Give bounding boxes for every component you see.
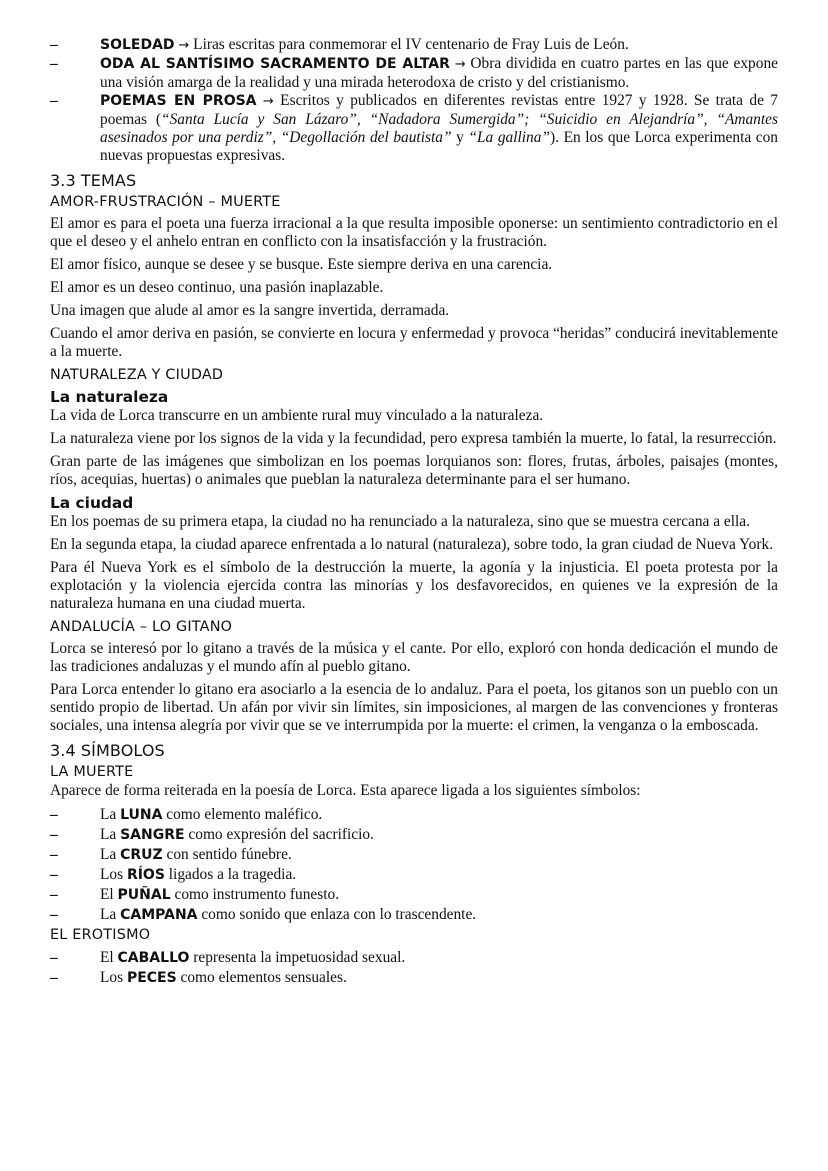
- item-post: representa la impetuosidad sexual.: [189, 949, 406, 966]
- paragraph: Para él Nueva York es el símbolo de la destrucción la muerte, la agonía y la injusticia. El poeta protesta por la explotación y la violencia ejercida contra las minorías y los desfavorecidos, en quienes ve la expresión de la naturaleza humana en una ciudad muerta.: [50, 559, 778, 612]
- section-title-temas: 3.3 TEMAS: [50, 171, 137, 190]
- symbol-keyword: SANGRE: [120, 827, 185, 843]
- symbol-keyword: CABALLO: [117, 950, 190, 966]
- work-title: ODA AL SANTÍSIMO SACRAMENTO DE ALTAR: [100, 56, 450, 72]
- work-title: SOLEDAD: [100, 37, 175, 53]
- item-post: como instrumento funesto.: [170, 886, 340, 903]
- arrow-icon: →: [178, 38, 190, 53]
- item-pre: La: [100, 826, 121, 843]
- arrow-icon: →: [454, 57, 466, 72]
- conjunction: y: [451, 129, 469, 146]
- item-pre: El: [100, 886, 118, 903]
- paragraph: Cuando el amor deriva en pasión, se convierte en locura y enfermedad y provoca “heridas” conducirá inevitablemente a la muerte.: [50, 325, 778, 360]
- work-title: POEMAS EN PROSA: [100, 93, 257, 109]
- paragraph: El amor es un deseo continuo, una pasión inaplazable.: [50, 279, 384, 296]
- item-post: como elemento maléfico.: [162, 806, 323, 823]
- paragraph: El amor es para el poeta una fuerza irracional a la que resulta imposible oponerse: un sentimiento contradictorio en el que el deseo y el anhelo entran en conflicto con la insatisfacción y la frustración.: [50, 215, 778, 250]
- item-post: ligados a la tragedia.: [164, 866, 297, 883]
- symbol-keyword: PECES: [126, 970, 177, 986]
- list-item: [50, 36, 778, 55]
- list-item: [50, 866, 778, 884]
- item-post: como expresión del sacrificio.: [184, 826, 374, 843]
- work-description: Escritos y publicados en diferentes revistas entre 1927 y 1928. Se trata de 7 poemas (: [100, 92, 778, 128]
- symbol-keyword: RÍOS: [126, 867, 165, 883]
- heading-ciudad: La ciudad: [50, 494, 134, 512]
- list-item: [50, 55, 778, 92]
- list-item: [50, 969, 778, 987]
- symbol-keyword: PUÑAL: [117, 887, 171, 903]
- muerte-symbols-list: [50, 806, 778, 924]
- item-pre: La: [100, 806, 121, 823]
- paragraph: En la segunda etapa, la ciudad aparece enfrentada a lo natural (naturaleza), sobre todo, la gran ciudad de Nueva York.: [50, 536, 774, 553]
- arrow-icon: →: [262, 94, 274, 109]
- item-post: como sonido que enlaza con lo trascendente.: [197, 906, 477, 923]
- paragraph: La vida de Lorca transcurre en un ambiente rural muy vinculado a la naturaleza.: [50, 407, 544, 424]
- symbol-keyword: CAMPANA: [120, 907, 198, 923]
- paragraph: Para Lorca entender lo gitano era asociarlo a la esencia de lo andaluz. Para el poeta, los gitanos son un pueblo con un sentido propio de libertad. Un afán por vivir sin límites, sin imposiciones, al margen de las convenciones y fronteras sociales, una intensa alegría por vivir que se ve interrumpida por la muerte: el crimen, la venganza o la emboscada.: [50, 681, 778, 734]
- list-item: [50, 826, 778, 844]
- heading-erotismo: EL EROTISMO: [50, 927, 151, 943]
- section-title-simbolos: 3.4 SÍMBOLOS: [50, 741, 165, 760]
- works-list: [50, 36, 778, 165]
- symbol-keyword: CRUZ: [120, 847, 163, 863]
- poem-title-last: “La gallina”: [468, 129, 550, 146]
- item-post: con sentido fúnebre.: [162, 846, 292, 863]
- list-item: [50, 806, 778, 824]
- item-pre: El: [100, 949, 118, 966]
- erotismo-symbols-list: [50, 949, 778, 987]
- document-page: [50, 36, 778, 989]
- paragraph: El amor físico, aunque se desee y se busque. Este siempre deriva en una carencia.: [50, 256, 553, 273]
- item-pre: La: [100, 906, 121, 923]
- list-item: [50, 906, 778, 924]
- heading-naturaleza-ciudad: NATURALEZA Y CIUDAD: [50, 367, 224, 383]
- work-description: Obra dividida en cuatro partes en las que expone una visión amarga de la realidad y una mirada heterodoxa de cristo y del cristianismo.: [100, 55, 778, 91]
- heading-naturaleza: La naturaleza: [50, 388, 169, 406]
- paragraph: Lorca se interesó por lo gitano a través de la música y el cante. Por ello, exploró con honda dedicación el mundo de las tradiciones andaluzas y el mundo afín al pueblo gitano.: [50, 640, 778, 675]
- item-post: como elementos sensuales.: [176, 969, 347, 986]
- paragraph: Gran parte de las imágenes que simbolizan en los poemas lorquianos son: flores, frutas, árboles, paisajes (montes, ríos, acequias, huertas) o animales que pueblan la naturaleza determinante para el ser humano.: [50, 453, 778, 488]
- poem-titles: “Santa Lucía y San Lázaro”, “Nadadora Sumergida”; “Suicidio en Alejandría”, “Amantes asesinados por una perdiz”, “Degollación del bautista”: [100, 111, 778, 146]
- list-item: [50, 949, 778, 967]
- list-item: [50, 92, 778, 165]
- paragraph: En los poemas de su primera etapa, la ciudad no ha renunciado a la naturaleza, sino que se muestra cercana a ella.: [50, 513, 750, 530]
- paragraph: La naturaleza viene por los signos de la vida y la fecundidad, pero expresa también la muerte, lo fatal, la resurrección.: [50, 430, 777, 447]
- work-description: Liras escritas para conmemorar el IV centenario de Fray Luis de León.: [193, 36, 629, 53]
- paragraph: Aparece de forma reiterada en la poesía de Lorca. Esta aparece ligada a los siguientes símbolos:: [50, 782, 641, 799]
- work-description-end: ). En los que Lorca experimenta con nuevas propuestas expresivas.: [100, 129, 778, 164]
- heading-andalucia: ANDALUCÍA – LO GITANO: [50, 619, 233, 635]
- list-item: [50, 846, 778, 864]
- item-pre: Los: [100, 969, 127, 986]
- list-item: [50, 886, 778, 904]
- heading-amor: AMOR-FRUSTRACIÓN – MUERTE: [50, 194, 281, 210]
- symbol-keyword: LUNA: [120, 807, 163, 823]
- paragraph: Una imagen que alude al amor es la sangre invertida, derramada.: [50, 302, 450, 319]
- item-pre: Los: [100, 866, 127, 883]
- item-pre: La: [100, 846, 121, 863]
- heading-muerte: LA MUERTE: [50, 764, 134, 780]
